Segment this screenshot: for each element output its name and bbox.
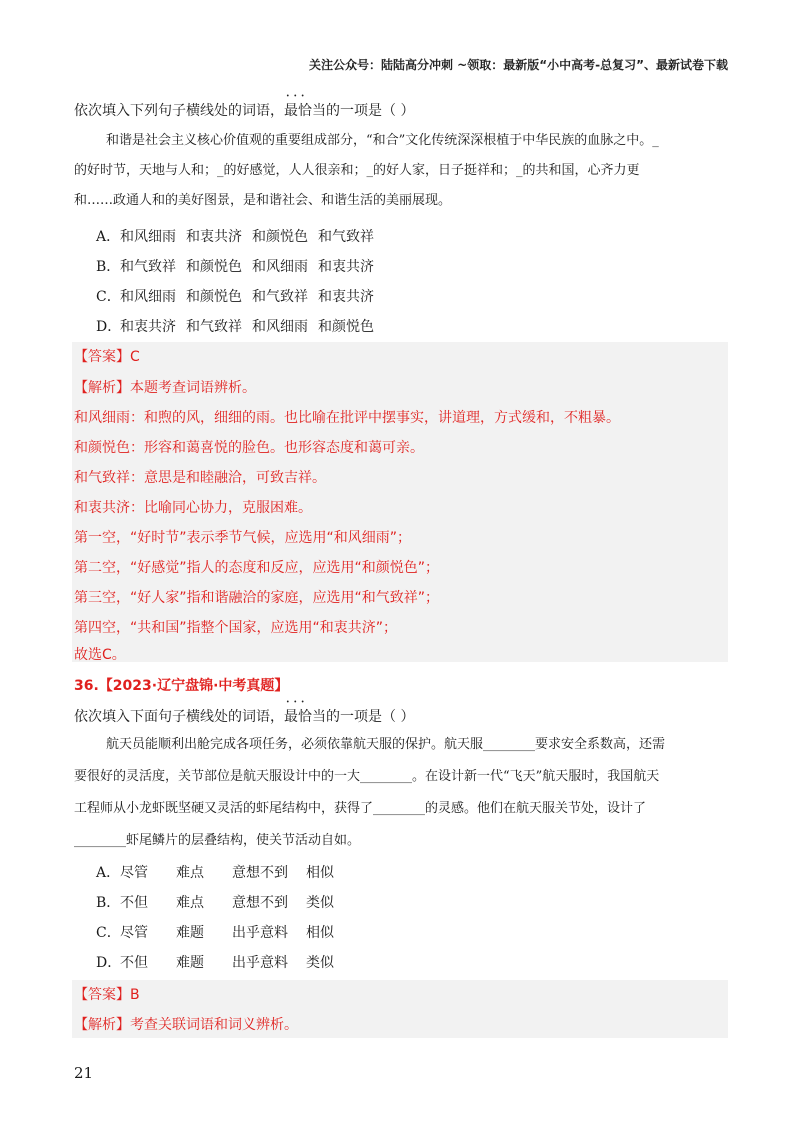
option-word: 不但 — [120, 955, 148, 971]
q35-analysis-4: 和气致祥：意思是和睦融洽，可致吉祥。 — [74, 470, 326, 486]
option-label: C． — [96, 289, 121, 305]
q35-stem — [74, 100, 414, 120]
option-word: 和气致祥 — [252, 289, 308, 305]
option-word: 和气致祥 — [120, 259, 176, 275]
option-word: 尽管 — [120, 925, 148, 941]
q36-analysis-1: 【解析】考查关联词语和词义辨析。 — [74, 1017, 298, 1033]
q36-stem-dotted: • • • 最恰当 — [284, 709, 326, 725]
option-word: 和衷共济 — [120, 319, 176, 335]
option-word: 和颜悦色 — [252, 229, 308, 245]
q35-stem-dotted: • • • 最恰当 — [284, 103, 326, 119]
q36-stem — [74, 706, 414, 726]
q36-stem-pre: 依次填入下面句子横线处的词语， — [74, 709, 284, 725]
option-word: 和气致祥 — [186, 319, 242, 335]
option-word: 难点 — [176, 895, 204, 911]
option-word: 类似 — [306, 955, 334, 971]
q35-option-b — [96, 256, 384, 276]
option-label: B． — [96, 895, 121, 911]
page-number: 21 — [74, 1064, 94, 1082]
option-word: 相似 — [306, 925, 334, 941]
option-word: 出乎意料 — [232, 955, 288, 971]
option-word: 和衷共济 — [318, 289, 374, 305]
option-label: D． — [96, 319, 122, 335]
option-label: C． — [96, 925, 121, 941]
option-word: 和风细雨 — [120, 229, 176, 245]
q35-option-c — [96, 286, 384, 306]
q36-passage-line-1: 航天员能顺利出舱完成各项任务，必须依靠航天服的保护。航天服________要求安全系数高，还需 — [106, 737, 666, 752]
option-word: 难题 — [176, 955, 204, 971]
q36-option-d — [96, 952, 344, 972]
option-word: 不但 — [120, 895, 148, 911]
option-word: 和风细雨 — [252, 259, 308, 275]
q36-stem-post: 的一项是（ ） — [326, 709, 415, 725]
q36-option-b — [96, 892, 344, 912]
q35-answer: 【答案】C — [74, 349, 140, 365]
q36-option-a — [96, 862, 344, 882]
q36-passage-line-2: 要很好的灵活度，关节部位是航天服设计中的一大________。在设计新一代“飞天”航天服时，我国航天 — [74, 769, 660, 784]
q35-analysis-6: 第一空，“好时节”表示季节气候，应选用“和风细雨”； — [74, 530, 412, 546]
option-word: 意想不到 — [232, 865, 288, 881]
q35-passage-line-1: 和谐是社会主义核心价值观的重要组成部分，“和合”文化传统深深根植于中华民族的血脉之中。_ — [106, 133, 659, 148]
option-word: 和颜悦色 — [186, 289, 242, 305]
option-word: 和衷共济 — [318, 259, 374, 275]
q35-passage-line-2: 的好时节，天地与人和；_的好感觉，人人很亲和；_的好人家，日子挺祥和；_的共和国，心齐力更 — [74, 163, 640, 178]
option-label: A． — [96, 865, 121, 881]
q35-stem-pre: 依次填入下列句子横线处的词语， — [74, 103, 284, 119]
option-word: 相似 — [306, 865, 334, 881]
q35-analysis-1: 【解析】本题考查词语辨析。 — [74, 380, 256, 396]
option-label: D． — [96, 955, 122, 971]
q35-option-d — [96, 316, 384, 336]
q36-answer: 【答案】B — [74, 987, 140, 1003]
option-word: 出乎意料 — [232, 925, 288, 941]
q35-analysis-8: 第三空，“好人家”指和谐融洽的家庭，应选用“和气致祥”； — [74, 590, 440, 606]
option-label: A． — [96, 229, 121, 245]
option-word: 和气致祥 — [318, 229, 374, 245]
q35-analysis-5: 和衷共济：比喻同心协力，克服困难。 — [74, 500, 312, 516]
q36-option-c — [96, 922, 344, 942]
page-header: 关注公众号：陆陆高分冲刺 ~领取：最新版“小中高考-总复习”、最新试卷下载 — [309, 58, 728, 72]
q36-title: 36.【2023·辽宁盘锦·中考真题】 — [74, 678, 289, 694]
q36-passage-line-3: 工程师从小龙虾既坚硬又灵活的虾尾结构中，获得了________的灵感。他们在航天服关节处，设计了 — [74, 801, 647, 816]
q35-analysis-7: 第二空，“好感觉”指人的态度和反应，应选用“和颜悦色”； — [74, 560, 440, 576]
option-word: 和颜悦色 — [186, 259, 242, 275]
q35-analysis-10: 故选C。 — [74, 647, 126, 663]
option-word: 难点 — [176, 865, 204, 881]
q35-option-a — [96, 226, 384, 246]
q35-analysis-3: 和颜悦色：形容和蔼喜悦的脸色。也形容态度和蔼可亲。 — [74, 440, 424, 456]
option-word: 尽管 — [120, 865, 148, 881]
option-label: B． — [96, 259, 121, 275]
q36-passage-line-4: ________虾尾鳞片的层叠结构，使关节活动自如。 — [74, 833, 361, 848]
option-word: 和风细雨 — [120, 289, 176, 305]
option-word: 意想不到 — [232, 895, 288, 911]
q35-stem-post: 的一项是（ ） — [326, 103, 415, 119]
q35-passage-line-3: 和……政通人和的美好图景，是和谐社会、和谐生活的美丽展现。 — [74, 193, 452, 208]
option-word: 类似 — [306, 895, 334, 911]
option-word: 和风细雨 — [252, 319, 308, 335]
option-word: 难题 — [176, 925, 204, 941]
option-word: 和衷共济 — [186, 229, 242, 245]
q35-analysis-2: 和风细雨：和煦的风，细细的雨。也比喻在批评中摆事实，讲道理，方式缓和，不粗暴。 — [74, 410, 620, 426]
option-word: 和颜悦色 — [318, 319, 374, 335]
q35-analysis-9: 第四空，“共和国”指整个国家，应选用“和衷共济”； — [74, 620, 398, 636]
